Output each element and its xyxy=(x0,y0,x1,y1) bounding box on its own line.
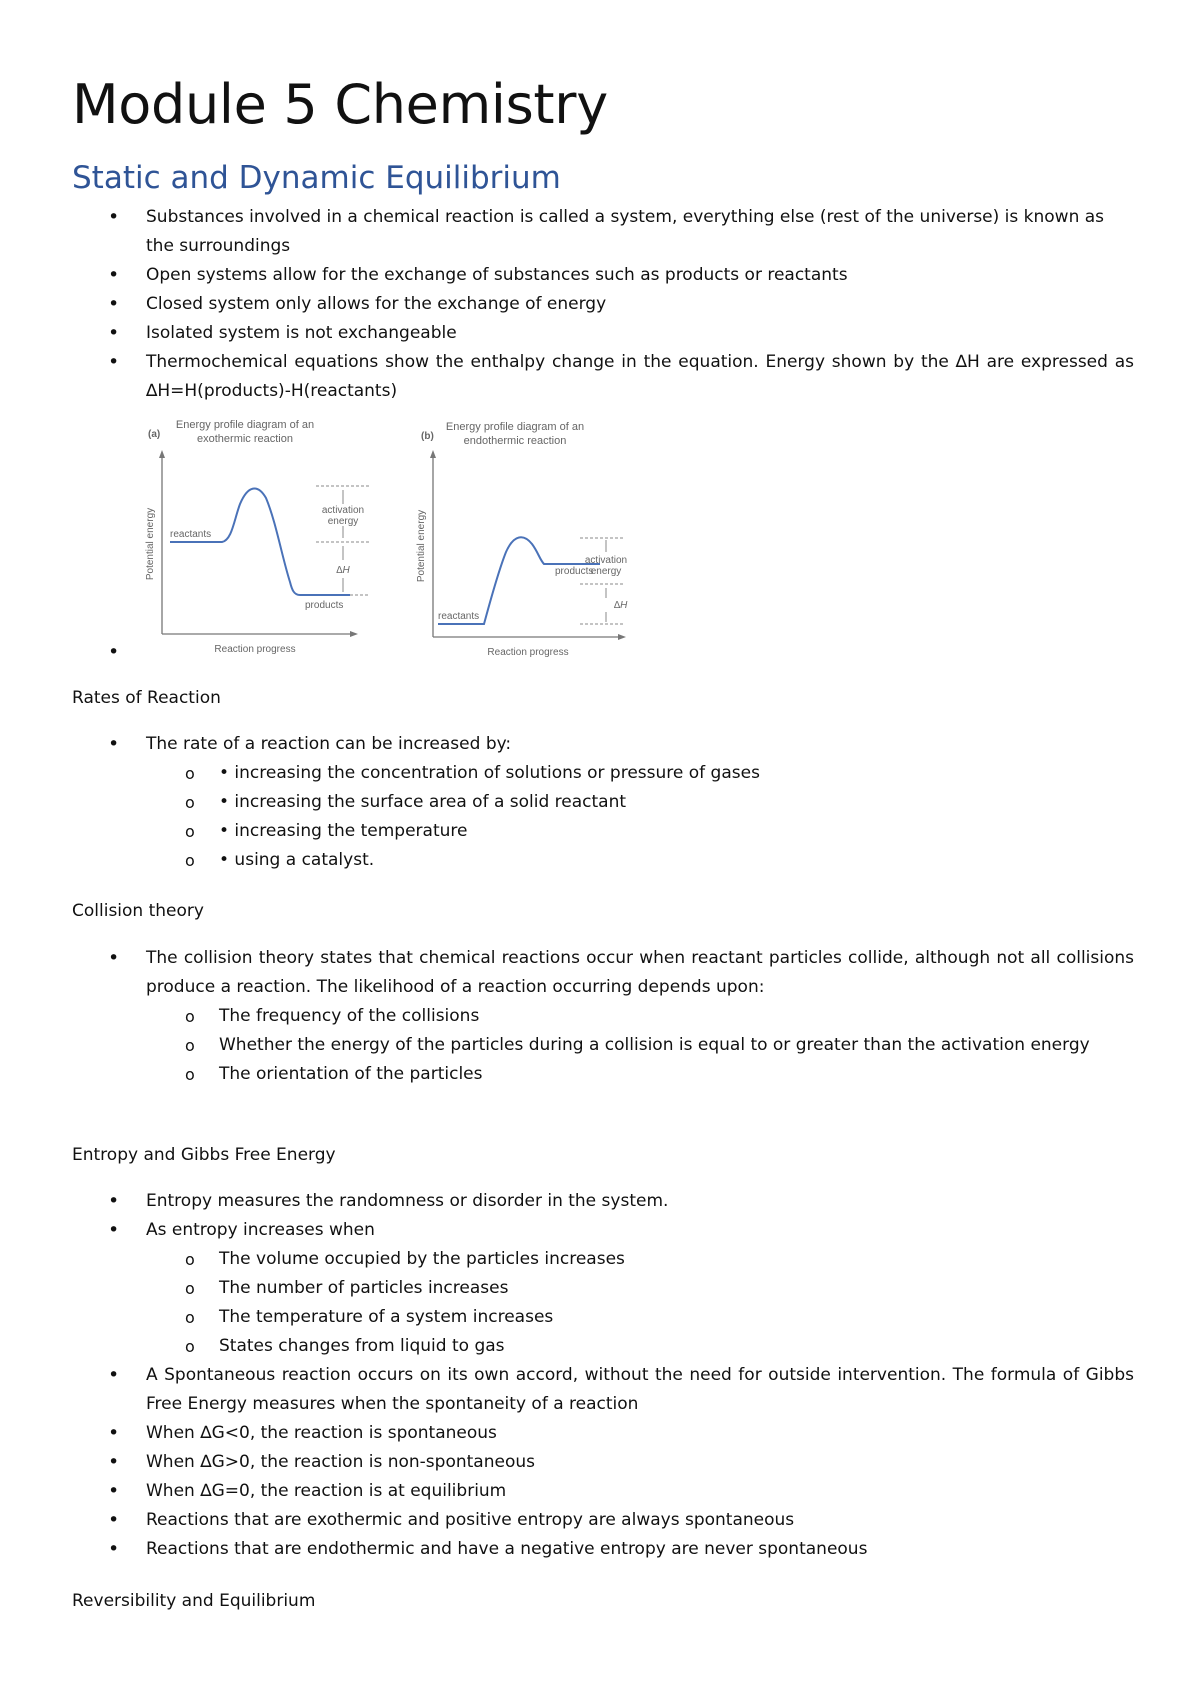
list-subitem: o • increasing the surface area of a solid reactant xyxy=(0,788,1134,817)
x-axis-arrow xyxy=(618,634,626,640)
list-subitem: o Whether the energy of the particles during a collision is equal to or greater than the activation energy xyxy=(0,1031,1134,1060)
x-axis-label: Reaction progress xyxy=(487,647,569,658)
activation-label-line1: activation xyxy=(321,505,365,516)
list-subitem: o • increasing the concentration of solutions or pressure of gases xyxy=(0,759,1134,788)
list-item: • Thermochemical equations show the enthalpy change in the equation. Energy shown by the ∆H are expressed as ∆H=H(products)-H(reactants) xyxy=(0,348,1134,406)
list-item: • Entropy measures the randomness or disorder in the system. xyxy=(0,1187,1134,1216)
list-subitem: o States changes from liquid to gas xyxy=(0,1332,1134,1361)
list-subitem: o The number of particles increases xyxy=(0,1274,1134,1303)
list-item: • When ∆G=0, the reaction is at equilibrium xyxy=(0,1477,1134,1506)
reactants-label: reactants xyxy=(170,529,212,540)
energy-profile-diagrams xyxy=(140,412,690,662)
delta-h-label: ∆H xyxy=(614,600,628,611)
energy-profile-figure xyxy=(140,412,690,662)
list-item: • When ∆G<0, the reaction is spontaneous xyxy=(0,1419,1134,1448)
endothermic-diagram xyxy=(416,421,628,658)
y-axis-arrow xyxy=(159,450,165,458)
list-item: • The collision theory states that chemical reactions occur when reactant particles collide, although not all collisions produce a reaction. The likelihood of a reaction occurring depends upon: xyxy=(0,944,1134,1002)
panel-a-title-line1: Energy profile diagram of an xyxy=(175,419,315,431)
section-heading-equilibrium: Static and Dynamic Equilibrium xyxy=(72,160,561,196)
products-label: products xyxy=(555,566,594,577)
page-title: Module 5 Chemistry xyxy=(72,73,608,136)
list-item: • As entropy increases when xyxy=(0,1216,1134,1245)
y-axis-arrow xyxy=(430,450,436,458)
list-item: • When ∆G>0, the reaction is non-spontaneous xyxy=(0,1448,1134,1477)
list-item: • The rate of a reaction can be increased by: xyxy=(0,730,1134,759)
activation-label-line1: activation xyxy=(584,555,628,566)
section-heading-entropy: Entropy and Gibbs Free Energy xyxy=(72,1145,336,1165)
exothermic-diagram xyxy=(145,419,370,655)
list-subitem: o • using a catalyst. xyxy=(0,846,1134,875)
section-heading-collision: Collision theory xyxy=(72,901,204,921)
reactants-label: reactants xyxy=(438,611,480,622)
panel-b-label: (b) xyxy=(421,431,434,442)
list-item: • A Spontaneous reaction occurs on its own accord, without the need for outside intervention. The formula of Gibbs Free Energy measures when the spontaneity of a reaction xyxy=(0,1361,1134,1419)
y-axis-label: Potential energy xyxy=(416,509,427,583)
figure-bullet: • xyxy=(108,641,120,663)
list-subitem: o • increasing the temperature xyxy=(0,817,1134,846)
list-item: • Reactions that are exothermic and positive entropy are always spontaneous xyxy=(0,1506,1134,1535)
collision-list xyxy=(0,944,1200,1089)
y-axis-label: Potential energy xyxy=(145,507,156,581)
panel-b-title-line1: Energy profile diagram of an xyxy=(445,421,585,433)
rates-list xyxy=(0,730,1200,875)
equilibrium-list xyxy=(0,203,1200,406)
section-heading-rates: Rates of Reaction xyxy=(72,688,221,708)
list-subitem: o The temperature of a system increases xyxy=(0,1303,1134,1332)
list-item: • Isolated system is not exchangeable xyxy=(0,319,1134,348)
section-heading-reversibility: Reversibility and Equilibrium xyxy=(72,1591,316,1611)
x-axis-arrow xyxy=(350,631,358,637)
activation-label-line2: energy xyxy=(327,516,359,527)
panel-a-title-line2: exothermic reaction xyxy=(197,433,293,445)
list-item: • Reactions that are endothermic and have a negative entropy are never spontaneous xyxy=(0,1535,1134,1564)
entropy-list xyxy=(0,1187,1200,1564)
list-item: • Closed system only allows for the exchange of energy xyxy=(0,290,1134,319)
panel-b-title-line2: endothermic reaction xyxy=(463,435,567,447)
products-label: products xyxy=(305,600,344,611)
list-item: • Substances involved in a chemical reaction is called a system, everything else (rest of the universe) is known as the surroundings xyxy=(0,203,1134,261)
delta-h-label: ∆H xyxy=(336,565,350,576)
x-axis-label: Reaction progress xyxy=(214,644,296,655)
panel-a-label: (a) xyxy=(148,429,161,440)
list-subitem: o The frequency of the collisions xyxy=(0,1002,1134,1031)
list-item: • Open systems allow for the exchange of substances such as products or reactants xyxy=(0,261,1134,290)
activation-label-line2: energy xyxy=(590,566,622,577)
list-subitem: o The orientation of the particles xyxy=(0,1060,1134,1089)
list-subitem: o The volume occupied by the particles increases xyxy=(0,1245,1134,1274)
